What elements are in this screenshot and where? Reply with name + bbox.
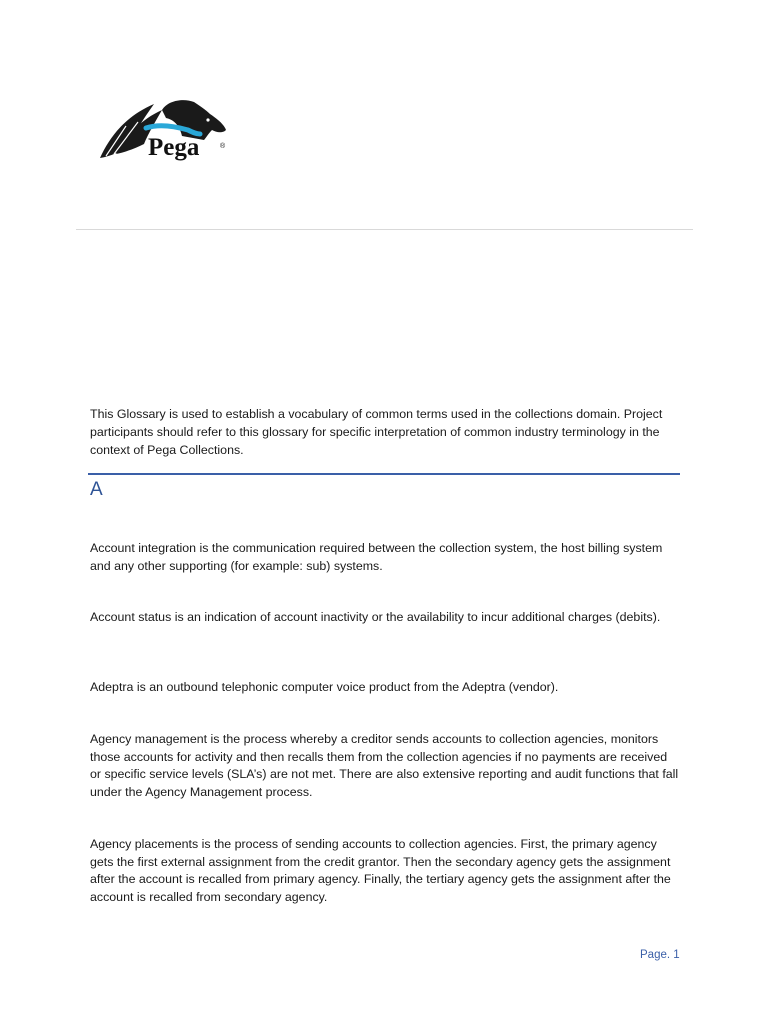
logo-wordmark: Pega	[148, 134, 200, 161]
intro-paragraph: This Glossary is used to establish a vocabulary of common terms used in the collections domain. Project participants should refer to this glossary for specific interpretation of common industry terminology in the context of Pega Collections.	[90, 407, 663, 457]
page-number: Page. 1	[640, 949, 680, 961]
glossary-entry-account-status: Account status is an indication of account inactivity or the availability to incur additional charges (debits).	[90, 610, 661, 624]
glossary-entry-account-integration: Account integration is the communication required between the collection system, the host billing system and any other supporting (for example: sub) systems.	[90, 541, 663, 573]
section-heading-a: A	[90, 479, 103, 500]
glossary-entry-agency-placements: Agency placements is the process of sending accounts to collection agencies. First, the primary agency gets the first external assignment from the credit grantor. Then the secondary agency gets the assignment after the account is recalled from primary agency. Finally, the tertiary agency gets the assignment after the account is recalled from secondary agency.	[90, 837, 671, 904]
glossary-entry-adeptra: Adeptra is an outbound telephonic computer voice product from the Adeptra (vendor).	[90, 680, 559, 694]
registered-mark: ®	[220, 143, 226, 150]
section-divider	[88, 473, 680, 475]
header-divider	[76, 229, 693, 230]
glossary-entry-agency-management: Agency management is the process whereby a creditor sends accounts to collection agencies, monitors those accounts for activity and then recalls them from the collection agencies if no payments are received or specific service levels (SLA’s) are not met. There are also extensive reporting and audit functions that fall under the Agency Management process.	[90, 732, 679, 799]
pega-logo	[96, 96, 236, 168]
